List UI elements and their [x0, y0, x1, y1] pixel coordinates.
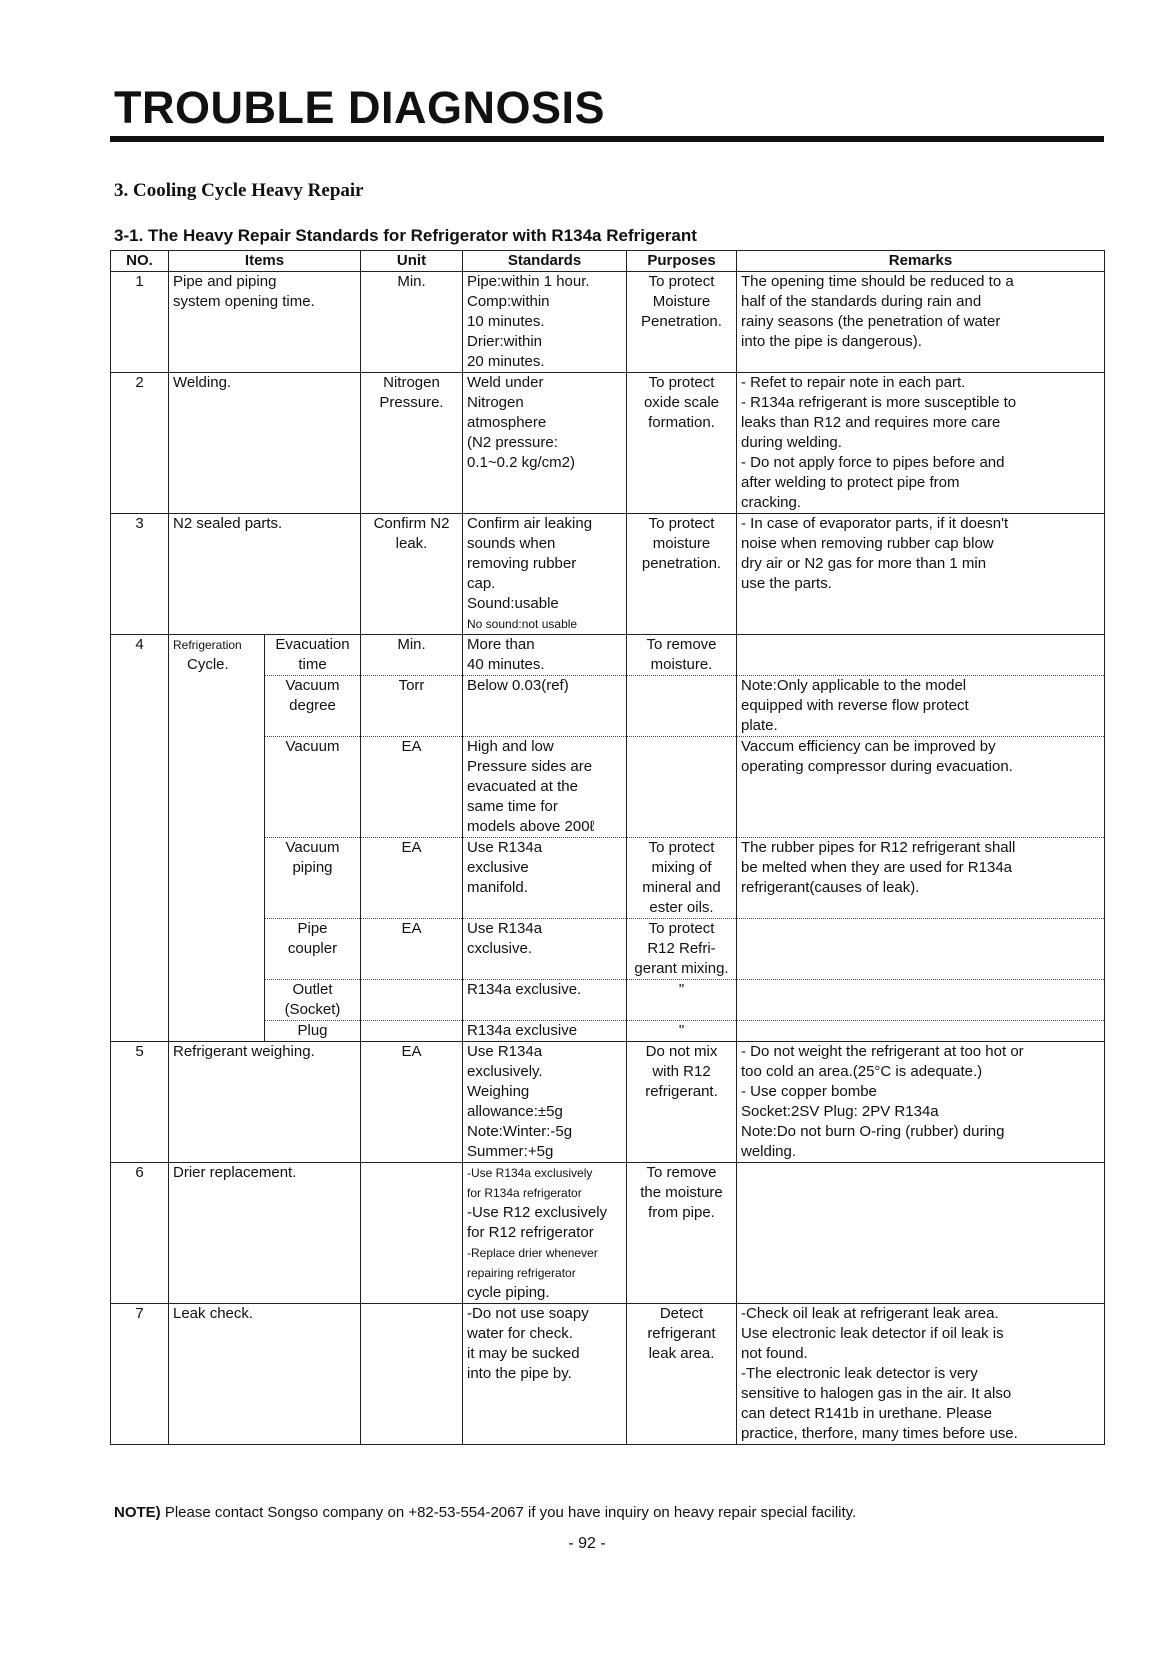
row-item: N2 sealed parts.	[169, 514, 361, 635]
subsection-heading: 3-1. The Heavy Repair Standards for Refrigerator with R134a Refrigerant	[114, 226, 697, 245]
row-remarks	[737, 919, 1105, 980]
row-standards-b: -Use R12 exclusively for R12 refrigerator	[467, 1204, 608, 1241]
row-standards: More than 40 minutes.	[463, 635, 627, 676]
note-text: Please contact Songso company on +82-53-554-2067 if you have inquiry on heavy repair special facility.	[160, 1504, 857, 1521]
row-purposes	[627, 737, 737, 838]
row-item	[169, 635, 265, 1042]
row-standards: R134a exclusive.	[463, 980, 627, 1021]
row-standards: Weld under Nitrogen atmosphere (N2 pressure: 0.1~0.2 kg/cm2)	[463, 373, 627, 514]
row-subitem: Plug	[265, 1021, 361, 1042]
row-subitem: Vacuum	[265, 737, 361, 838]
row-no: 7	[111, 1304, 169, 1445]
row-purposes: To protect Moisture Penetration.	[627, 272, 737, 373]
row-standards: Use R134a exclusive manifold.	[463, 838, 627, 919]
row-purposes: To protect mixing of mineral and ester oils.	[627, 838, 737, 919]
row-no: 6	[111, 1163, 169, 1304]
row-unit: EA	[361, 919, 463, 980]
row-standards-a: -Use R134a exclusively for R134a refrigerator	[467, 1166, 593, 1200]
row-standards: Below 0.03(ref)	[463, 676, 627, 737]
row-unit: Min.	[361, 272, 463, 373]
row-standards-c: -Replace drier whenever repairing refrigerator	[467, 1246, 598, 1280]
table-row	[111, 1304, 1105, 1445]
row-subitem: Outlet (Socket)	[265, 980, 361, 1021]
row-purposes: To remove the moisture from pipe.	[627, 1163, 737, 1304]
row-no: 3	[111, 514, 169, 635]
row-unit	[361, 1021, 463, 1042]
row-remarks	[737, 635, 1105, 676]
section-heading: 3. Cooling Cycle Heavy Repair	[114, 180, 364, 201]
row-no: 5	[111, 1042, 169, 1163]
row-item: Drier replacement.	[169, 1163, 361, 1304]
row-no: 4	[111, 635, 169, 1042]
footer-note	[114, 1504, 856, 1521]
header-unit: Unit	[361, 251, 463, 272]
row-remarks: The opening time should be reduced to a half of the standards during rain and rainy seasons (the penetration of water into the pipe is dangerous).	[737, 272, 1105, 373]
row-purposes: "	[627, 980, 737, 1021]
note-label: NOTE)	[114, 1504, 161, 1521]
row-purposes: To protect R12 Refri- gerant mixing.	[627, 919, 737, 980]
row-purposes: Detect refrigerant leak area.	[627, 1304, 737, 1445]
row-purposes	[627, 676, 737, 737]
row-unit: EA	[361, 737, 463, 838]
row-remarks: The rubber pipes for R12 refrigerant shall be melted when they are used for R134a refrigerant(causes of leak).	[737, 838, 1105, 919]
table-row	[111, 514, 1105, 635]
row-remarks	[737, 1163, 1105, 1304]
row-unit	[361, 1304, 463, 1445]
header-items: Items	[169, 251, 361, 272]
row-standards	[463, 1163, 627, 1304]
row-standards-text: Confirm air leaking sounds when removing rubber cap. Sound:usable	[467, 515, 593, 612]
row-no: 2	[111, 373, 169, 514]
row-remarks	[737, 1021, 1105, 1042]
row-purposes: "	[627, 1021, 737, 1042]
row-remarks: Vaccum efficiency can be improved by operating compressor during evacuation.	[737, 737, 1105, 838]
row-no: 1	[111, 272, 169, 373]
header-purposes: Purposes	[627, 251, 737, 272]
row-unit: Min.	[361, 635, 463, 676]
row-standards: R134a exclusive	[463, 1021, 627, 1042]
row-purposes: To protect moisture penetration.	[627, 514, 737, 635]
row-item: Refrigerant weighing.	[169, 1042, 361, 1163]
row-subitem: Vacuum piping	[265, 838, 361, 919]
row-item-small: Refrigeration	[173, 638, 242, 652]
row-unit: Nitrogen Pressure.	[361, 373, 463, 514]
row-purposes: Do not mix with R12 refrigerant.	[627, 1042, 737, 1163]
page-number: - 92 -	[568, 1535, 606, 1552]
row-remarks	[737, 980, 1105, 1021]
page-title: TROUBLE DIAGNOSIS	[114, 82, 606, 133]
row-subitem: Evacuation time	[265, 635, 361, 676]
row-item: Leak check.	[169, 1304, 361, 1445]
row-item: Welding.	[169, 373, 361, 514]
row-remarks: Note:Only applicable to the model equipped with reverse flow protect plate.	[737, 676, 1105, 737]
row-remarks: - Do not weight the refrigerant at too hot or too cold an area.(25°C is adequate.) - Use copper bombe Socket:2SV Plug: 2PV R134a Note:Do not burn O-ring (rubber) during welding.	[737, 1042, 1105, 1163]
row-standards: Use R134a exclusively. Weighing allowance:±5g Note:Winter:-5g Summer:+5g	[463, 1042, 627, 1163]
row-item: Pipe and piping system opening time.	[169, 272, 361, 373]
row-standards-d: cycle piping.	[467, 1284, 550, 1301]
repair-standards-table	[110, 250, 1105, 1445]
row-remarks: -Check oil leak at refrigerant leak area. Use electronic leak detector if oil leak is not found. -The electronic leak detector is very sensitive to halogen gas in the air. It also can detect R141b in urethane. Please practice, therfore, many times before use.	[737, 1304, 1105, 1445]
row-standards: Pipe:within 1 hour. Comp:within 10 minutes. Drier:within 20 minutes.	[463, 272, 627, 373]
row-standards: High and low Pressure sides are evacuated at the same time for models above 200ℓ	[463, 737, 627, 838]
row-remarks: - Refet to repair note in each part. - R134a refrigerant is more susceptible to leaks than R12 and requires more care during welding. - Do not apply force to pipes before and after welding to protect pipe from cracking.	[737, 373, 1105, 514]
row-subitem: Pipe coupler	[265, 919, 361, 980]
table-row	[111, 1042, 1105, 1163]
table-header-row	[111, 251, 1105, 272]
header-remarks: Remarks	[737, 251, 1105, 272]
row-remarks: - In case of evaporator parts, if it doesn't noise when removing rubber cap blow dry air or N2 gas for more than 1 min use the parts.	[737, 514, 1105, 635]
row-unit	[361, 980, 463, 1021]
table-row	[111, 272, 1105, 373]
table-row	[111, 373, 1105, 514]
title-rule	[110, 136, 1104, 142]
row-purposes: To remove moisture.	[627, 635, 737, 676]
header-standards: Standards	[463, 251, 627, 272]
table-row	[111, 635, 1105, 676]
row-unit: Torr	[361, 676, 463, 737]
row-purposes: To protect oxide scale formation.	[627, 373, 737, 514]
row-standards: Use R134a cxclusive.	[463, 919, 627, 980]
row-item-text: Cycle.	[187, 656, 229, 673]
row-unit: EA	[361, 1042, 463, 1163]
header-no: NO.	[111, 251, 169, 272]
table-row	[111, 1163, 1105, 1304]
row-unit: Confirm N2 leak.	[361, 514, 463, 635]
row-subitem: Vacuum degree	[265, 676, 361, 737]
row-unit	[361, 1163, 463, 1304]
row-standards-small: No sound:not usable	[467, 617, 578, 631]
row-unit: EA	[361, 838, 463, 919]
row-standards: -Do not use soapy water for check. it may be sucked into the pipe by.	[463, 1304, 627, 1445]
row-standards	[463, 514, 627, 635]
